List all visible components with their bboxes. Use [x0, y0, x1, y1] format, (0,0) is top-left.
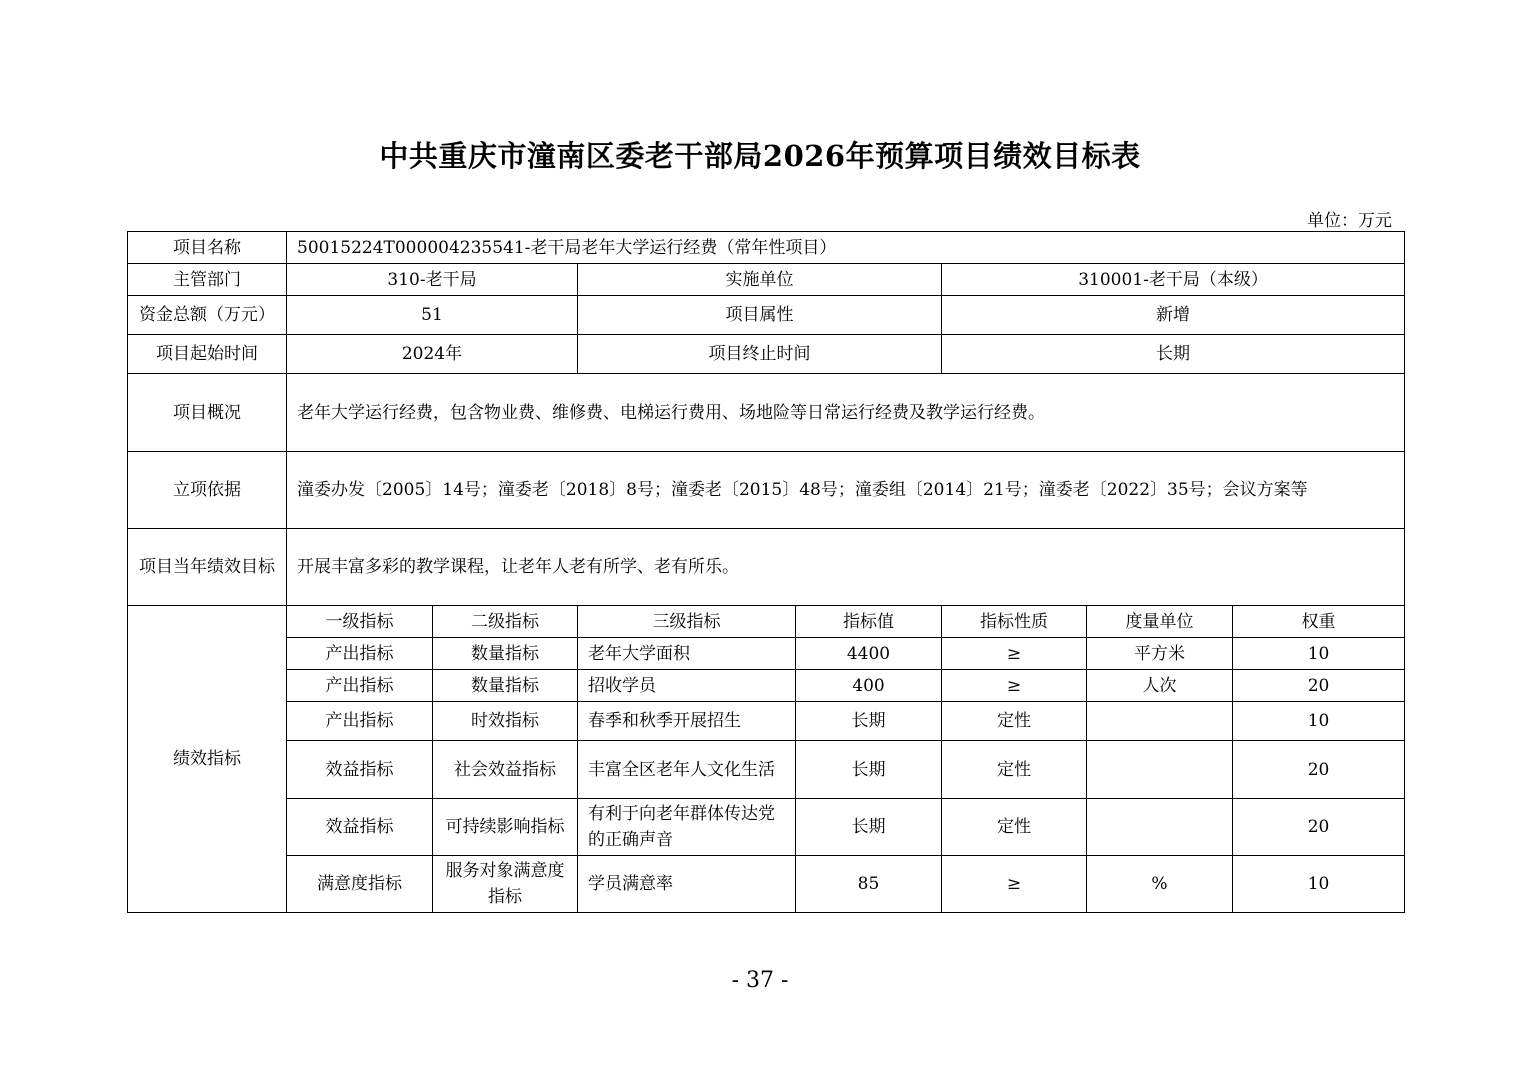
row-department: [128, 264, 1405, 296]
label-annual-goal: 项目当年绩效目标: [128, 529, 287, 606]
label-overview: 项目概况: [128, 374, 287, 452]
level1-cell: 产出指标: [287, 638, 433, 670]
label-end-time: 项目终止时间: [578, 335, 942, 374]
level1-cell: 产出指标: [287, 670, 433, 702]
level3-cell: 老年大学面积: [578, 638, 796, 670]
indicator-header-row: [128, 606, 1405, 638]
value-start-time: 2024年: [287, 335, 578, 374]
label-basis: 立项依据: [128, 452, 287, 529]
level2-cell: 服务对象满意度指标: [433, 856, 578, 913]
level2-cell: 时效指标: [433, 702, 578, 741]
label-impl-unit: 实施单位: [578, 264, 942, 296]
row-basis: [128, 452, 1405, 529]
level2-cell: 社会效益指标: [433, 741, 578, 799]
indicator-row: [128, 702, 1405, 741]
nature-cell: ≥: [942, 670, 1087, 702]
header-level2: 二级指标: [433, 606, 578, 638]
value-impl-unit: 310001-老干局（本级）: [942, 264, 1405, 296]
level2-cell: 数量指标: [433, 670, 578, 702]
weight-cell: 10: [1233, 856, 1405, 913]
value-department: 310-老干局: [287, 264, 578, 296]
weight-cell: 10: [1233, 638, 1405, 670]
performance-table: [127, 231, 1405, 913]
value-cell: 长期: [796, 702, 942, 741]
level3-cell: 丰富全区老年人文化生活: [578, 741, 796, 799]
level3-cell: 春季和秋季开展招生: [578, 702, 796, 741]
value-annual-goal: 开展丰富多彩的教学课程，让老年人老有所学、老有所乐。: [287, 529, 1405, 606]
value-basis: 潼委办发〔2005〕14号；潼委老〔2018〕8号；潼委老〔2015〕48号；潼委组〔2014〕21号；潼委老〔2022〕35号；会议方案等: [287, 452, 1405, 529]
unit-cell: 人次: [1087, 670, 1233, 702]
header-unit: 度量单位: [1087, 606, 1233, 638]
unit-cell: %: [1087, 856, 1233, 913]
value-overview: 老年大学运行经费，包含物业费、维修费、电梯运行费用、场地险等日常运行经费及教学运行经费。: [287, 374, 1405, 452]
level2-cell: 可持续影响指标: [433, 799, 578, 856]
value-cell: 长期: [796, 799, 942, 856]
indicator-row: [128, 741, 1405, 799]
level1-cell: 产出指标: [287, 702, 433, 741]
level3-cell: 招收学员: [578, 670, 796, 702]
level3-cell: 有利于向老年群体传达党的正确声音: [578, 799, 796, 856]
page-title: 中共重庆市潼南区委老干部局2026年预算项目绩效目标表: [379, 139, 1141, 173]
indicator-row: [128, 670, 1405, 702]
unit-label: 单位：万元: [1307, 211, 1392, 231]
weight-cell: 10: [1233, 702, 1405, 741]
weight-cell: 20: [1233, 799, 1405, 856]
value-cell: 85: [796, 856, 942, 913]
level3-cell: 学员满意率: [578, 856, 796, 913]
nature-cell: ≥: [942, 856, 1087, 913]
value-fund-total: 51: [287, 296, 578, 335]
value-cell: 400: [796, 670, 942, 702]
nature-cell: 定性: [942, 741, 1087, 799]
header-level3: 三级指标: [578, 606, 796, 638]
unit-cell: [1087, 741, 1233, 799]
unit-cell: 平方米: [1087, 638, 1233, 670]
label-department: 主管部门: [128, 264, 287, 296]
row-fund: [128, 296, 1405, 335]
nature-cell: 定性: [942, 702, 1087, 741]
unit-cell: [1087, 702, 1233, 741]
page-number: - 37 -: [731, 968, 789, 993]
nature-cell: ≥: [942, 638, 1087, 670]
label-fund-total: 资金总额（万元）: [128, 296, 287, 335]
header-weight: 权重: [1233, 606, 1405, 638]
header-nature: 指标性质: [942, 606, 1087, 638]
row-overview: [128, 374, 1405, 452]
value-project-name: 50015224T000004235541-老干局老年大学运行经费（常年性项目）: [287, 232, 1405, 264]
row-project-name: [128, 232, 1405, 264]
value-cell: 长期: [796, 741, 942, 799]
nature-cell: 定性: [942, 799, 1087, 856]
value-project-attr: 新增: [942, 296, 1405, 335]
header-level1: 一级指标: [287, 606, 433, 638]
indicator-row: [128, 856, 1405, 913]
label-start-time: 项目起始时间: [128, 335, 287, 374]
row-annual-goal: [128, 529, 1405, 606]
indicator-row: [128, 799, 1405, 856]
level1-cell: 满意度指标: [287, 856, 433, 913]
weight-cell: 20: [1233, 741, 1405, 799]
value-end-time: 长期: [942, 335, 1405, 374]
level2-cell: 数量指标: [433, 638, 578, 670]
indicator-row: [128, 638, 1405, 670]
weight-cell: 20: [1233, 670, 1405, 702]
level1-cell: 效益指标: [287, 741, 433, 799]
value-cell: 4400: [796, 638, 942, 670]
label-project-attr: 项目属性: [578, 296, 942, 335]
label-indicators: 绩效指标: [128, 606, 287, 913]
row-period: [128, 335, 1405, 374]
header-value: 指标值: [796, 606, 942, 638]
label-project-name: 项目名称: [128, 232, 287, 264]
level1-cell: 效益指标: [287, 799, 433, 856]
unit-cell: [1087, 799, 1233, 856]
